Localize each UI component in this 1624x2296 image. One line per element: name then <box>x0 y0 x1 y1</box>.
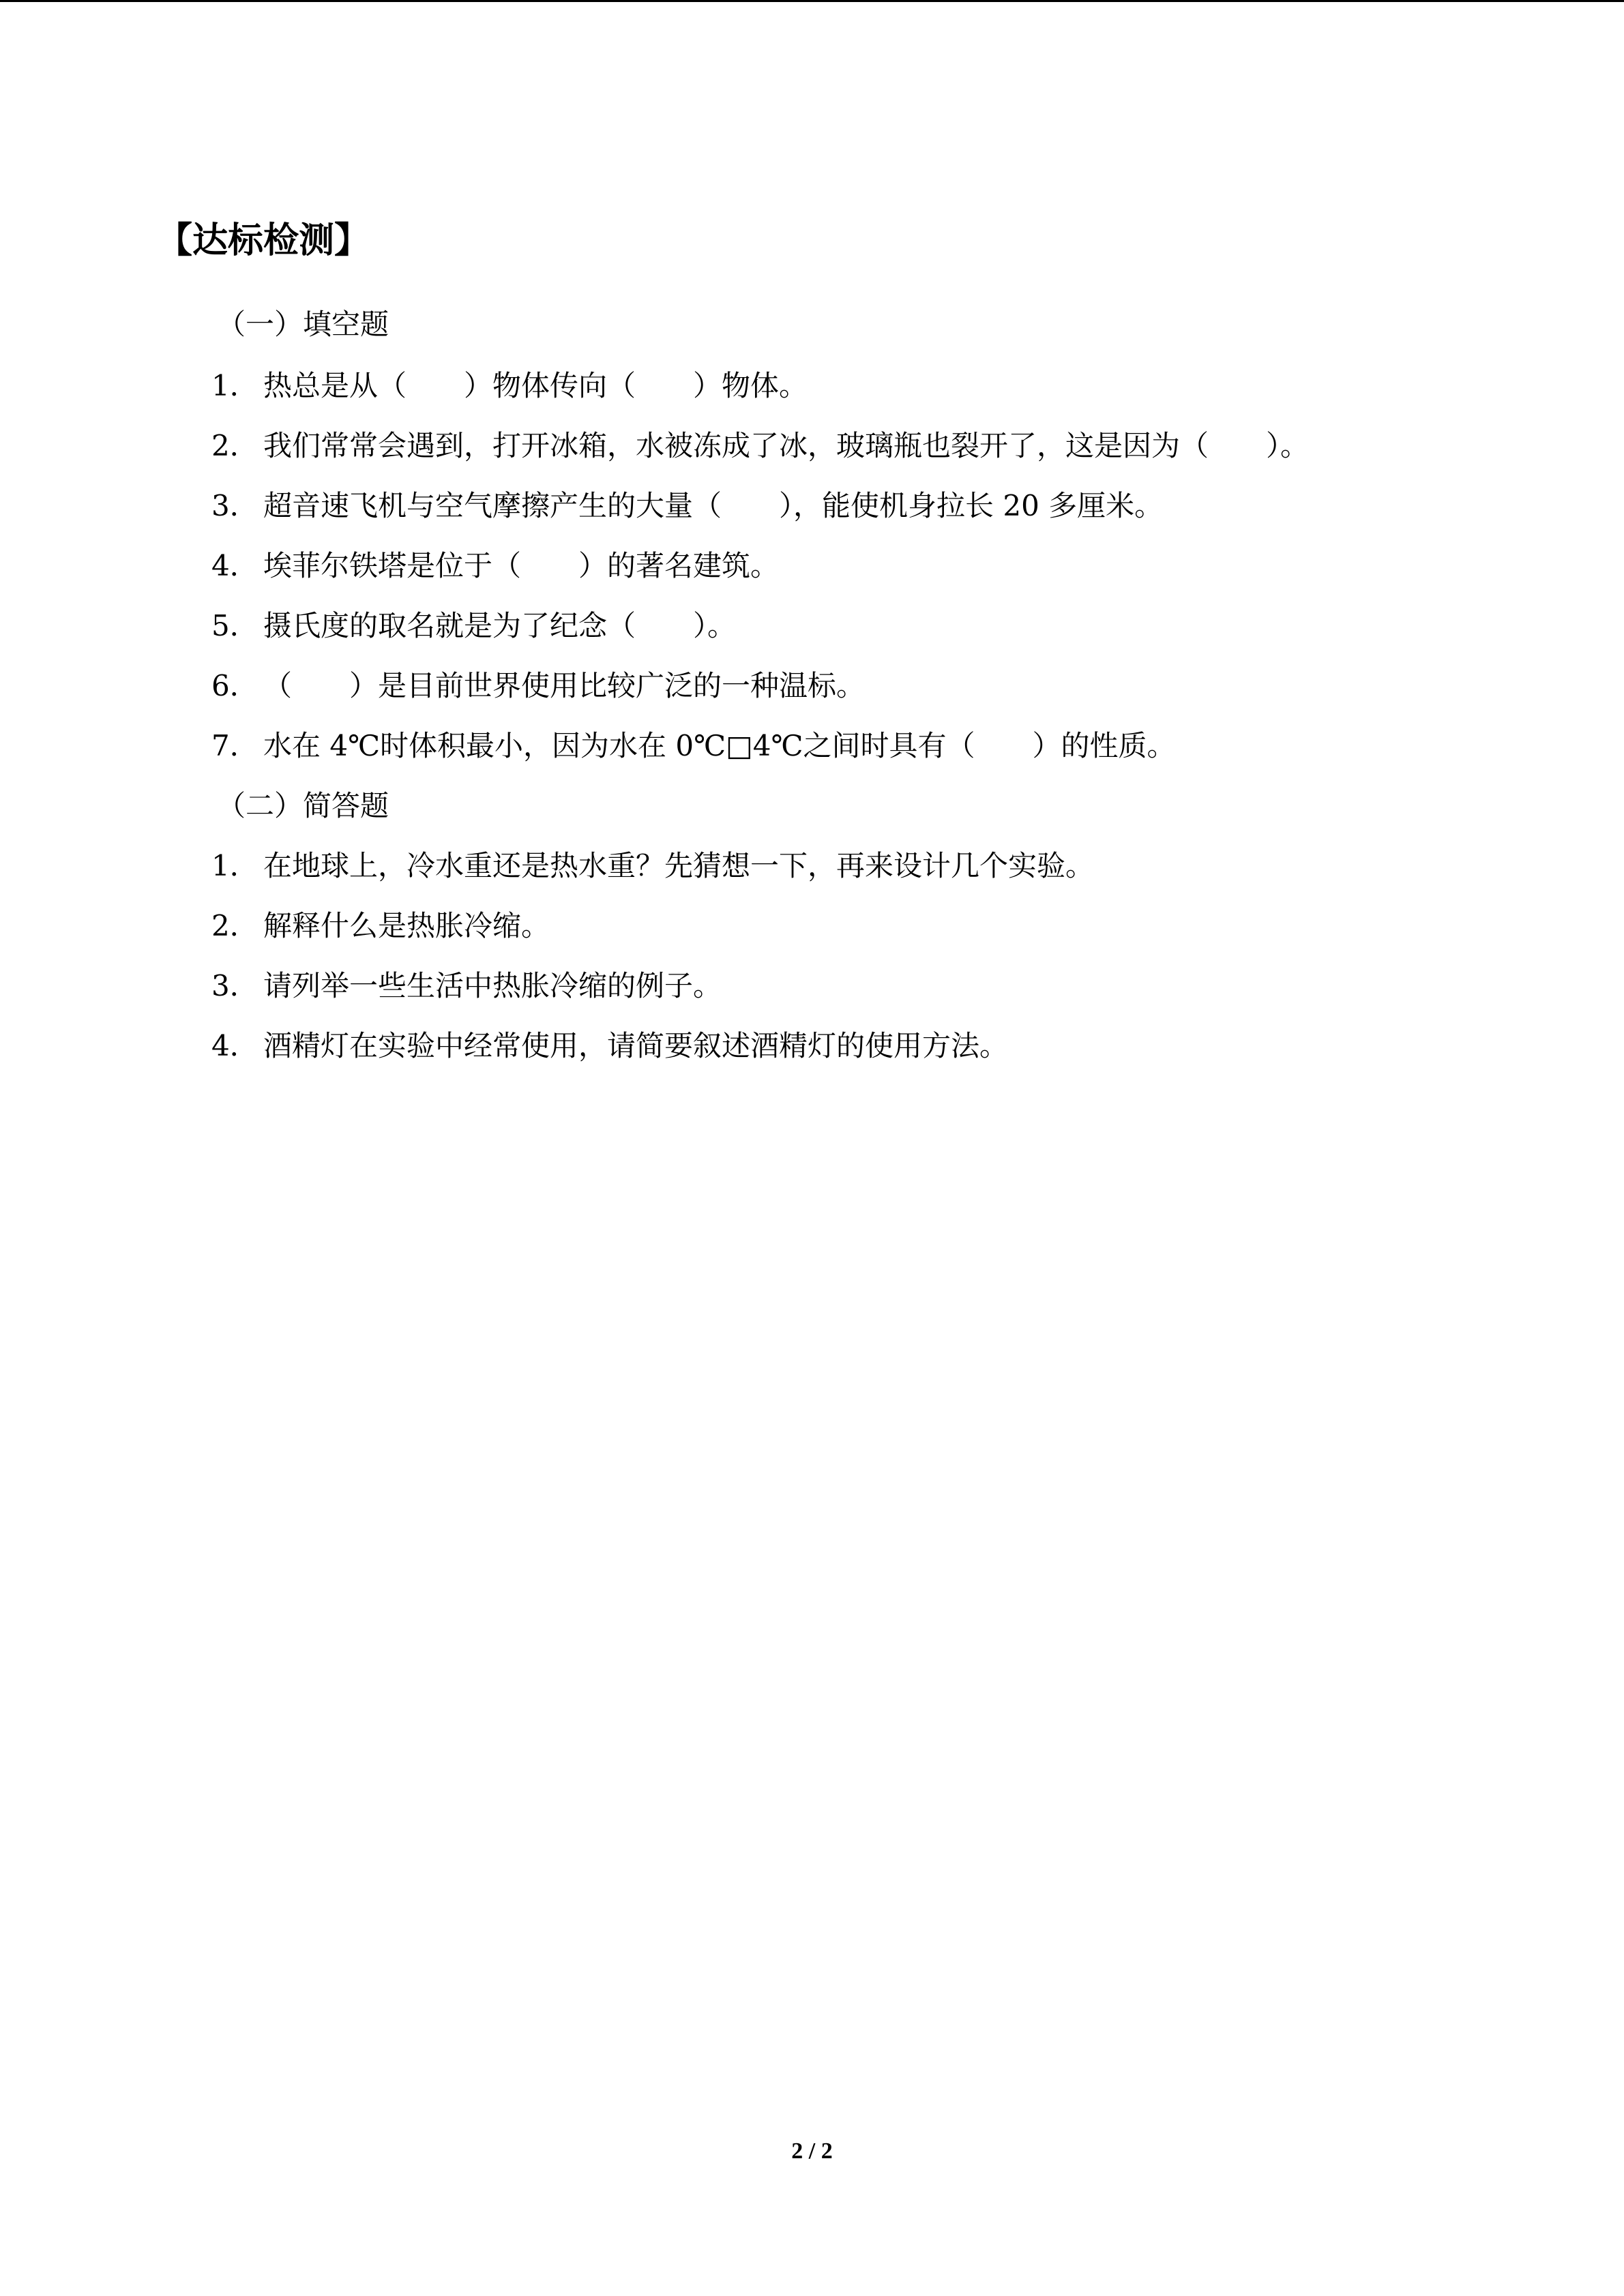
question-item <box>211 606 736 646</box>
question-item <box>211 846 1094 886</box>
section-title-fill-in: （一）填空题 <box>217 308 389 341</box>
question-number: 4． <box>211 549 259 582</box>
question-text: 摄氏度的取名就是为了纪念（ ）。 <box>263 609 737 642</box>
question-text: 酒精灯在实验中经常使用，请简要叙述酒精灯的使用方法。 <box>263 1029 1009 1062</box>
question-item <box>211 666 865 706</box>
question-text: 热总是从（ ）物体传向（ ）物体。 <box>263 369 808 402</box>
page-number: 2 / 2 <box>791 2138 833 2164</box>
question-number: 2． <box>211 429 259 462</box>
question-text: 解释什么是热胀冷缩。 <box>263 909 550 942</box>
question-text: 超音速飞机与空气摩擦产生的大量（ ），能使机身拉长 20 多厘米。 <box>263 489 1164 522</box>
question-text: 埃菲尔铁塔是位于（ ）的著名建筑。 <box>263 549 780 582</box>
question-item <box>211 366 808 406</box>
question-number: 2． <box>211 909 259 942</box>
question-number: 3． <box>211 969 259 1002</box>
question-number: 3． <box>211 489 259 522</box>
section-title-short-answer: （二）简答题 <box>217 789 389 822</box>
question-text: 请列举一些生活中热胀冷缩的例子。 <box>263 969 722 1002</box>
question-number: 6． <box>211 669 259 702</box>
question-item <box>211 486 1163 526</box>
question-item <box>211 726 1176 766</box>
question-item <box>211 966 722 1007</box>
question-number: 1． <box>211 849 259 882</box>
top-border-rule <box>0 0 1624 2</box>
question-item <box>211 426 1309 466</box>
question-item <box>211 906 550 946</box>
question-number: 1． <box>211 369 259 402</box>
question-number: 4． <box>211 1029 259 1062</box>
question-text: 在地球上，冷水重还是热水重？先猜想一下，再来设计几个实验。 <box>263 849 1095 882</box>
question-number: 7． <box>211 729 259 762</box>
page-heading: 【达标检测】 <box>157 220 370 261</box>
question-text: （ ）是目前世界使用比较广泛的一种温标。 <box>263 669 866 702</box>
question-number: 5． <box>211 609 259 642</box>
question-text: 我们常常会遇到，打开冰箱，水被冻成了冰，玻璃瓶也裂开了，这是因为（ ）。 <box>263 429 1310 462</box>
question-item <box>211 1026 1008 1067</box>
question-item <box>211 546 779 586</box>
question-text: 水在 4℃时体积最小，因为水在 0℃□4℃之间时具有（ ）的性质。 <box>263 729 1176 762</box>
